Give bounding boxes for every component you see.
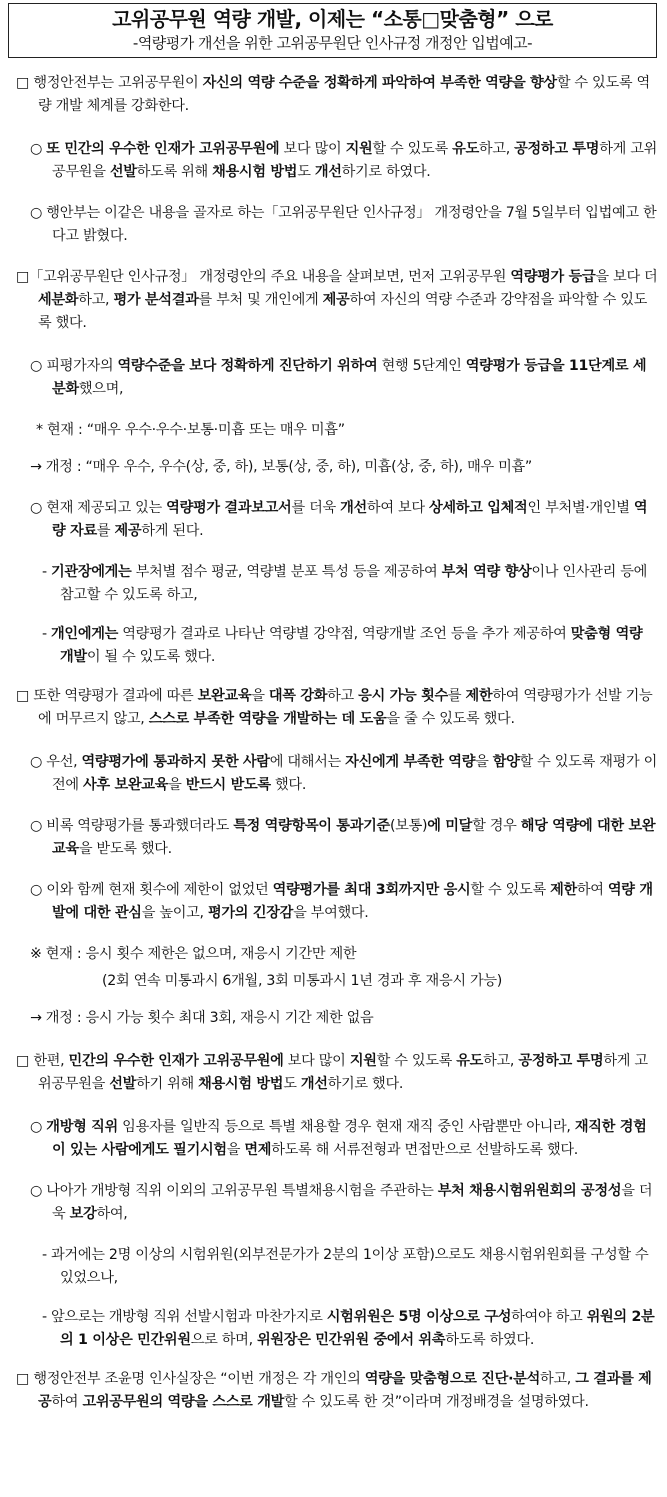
bold-text: 제한	[465, 688, 493, 704]
bold-text: 평가의 긴장감	[207, 905, 294, 921]
text: → 개정 : 응시 가능 횟수 최대 3회, 재응시 기간 제한 없음	[30, 1010, 374, 1026]
text: 을 보다 더	[595, 269, 658, 285]
bold-text: 제공	[322, 292, 350, 308]
bold-text: 역량평가에 통과하지 못한 사람	[81, 754, 270, 770]
text: 을 부여했다.	[293, 905, 369, 921]
text: 하고	[327, 688, 359, 704]
document-body	[0, 72, 667, 1434]
bold-text: 보완교육	[197, 688, 252, 704]
bold-text: 채용시험 방법	[212, 164, 298, 180]
text: 하여	[576, 882, 608, 898]
text: → 개정 : “매우 우수, 우수(상, 중, 하), 보통(상, 중, 하), 미흡(상, 중, 하), 매우 미흡”	[30, 459, 532, 475]
text: 할 경우	[472, 818, 521, 834]
text: ○	[30, 1119, 47, 1135]
bold-text: 개선	[340, 500, 367, 516]
bold-text: 개인에게는	[51, 626, 119, 642]
paragraph-ref-last	[30, 1007, 667, 1030]
text: 하고,	[483, 1053, 519, 1069]
text: □ 행정안전부 조윤명 인사실장은 “이번 개정은 각 개인의	[16, 1371, 365, 1387]
text: 하도록 해 서류전형과 면접만으로 선발하도록 했다.	[271, 1142, 578, 1158]
text: 하도록 하였다.	[445, 1332, 535, 1348]
bold-text: 채용시험 방법	[198, 1076, 284, 1092]
text: 이 될 수 있도록 했다.	[86, 649, 216, 665]
text: (2회 연속 미통과시 6개월, 3회 미통과시 1년 경과 후 재응시 가능)	[102, 973, 503, 989]
paragraph-sq	[8, 685, 659, 731]
text: 하기 위해	[136, 1076, 199, 1092]
bold-text: 재직한 경험이 있는 사람에게도 필기시험	[52, 1119, 647, 1158]
bold-text: 위원장은 민간위원 중에서 위촉	[257, 1332, 446, 1348]
bold-text: 해당 역량에 대한 보완교육	[52, 818, 656, 857]
paragraph-ci	[18, 751, 659, 797]
text: 보다 많이	[279, 141, 346, 157]
bold-text: 또 민간의 우수한 인재가 고위공무원에	[46, 141, 280, 157]
text: 했으며,	[78, 381, 124, 397]
text: 할 수 있도록 한 것”이라며 개정배경을 설명하였다.	[284, 1394, 589, 1410]
bold-text: 유도	[452, 141, 479, 157]
text: 에 대해서는	[269, 754, 346, 770]
text: 하게 고위공무원을	[52, 141, 658, 180]
paragraph-ci	[18, 138, 659, 184]
paragraph-dash	[26, 1306, 659, 1352]
bold-text: 면제	[244, 1142, 272, 1158]
text: 하고,	[78, 292, 114, 308]
text: ○ 이와 함께 현재 횟수에 제한이 없었던	[30, 882, 273, 898]
text: ○ 피평가자의	[30, 358, 118, 374]
bold-text: 기관장에게는	[51, 564, 132, 580]
text: 을 높이고,	[141, 905, 208, 921]
paragraph-ci	[18, 202, 659, 248]
bold-text: 사후 보완교육	[83, 777, 169, 793]
text: 을 받도록 했다.	[78, 841, 172, 857]
paragraph-ref	[30, 943, 659, 966]
bold-text: 역량평가 등급을 11단계로 세분화	[52, 358, 647, 397]
text: 하고,	[539, 1371, 576, 1387]
bold-text: 선발	[109, 164, 137, 180]
text: 했다.	[270, 777, 307, 793]
bold-text: 보강	[69, 1206, 97, 1222]
text: 으로 하며,	[190, 1332, 257, 1348]
paragraph-sq	[8, 1050, 659, 1096]
paragraph-ci	[18, 1116, 659, 1162]
text: 을	[475, 754, 493, 770]
bold-text: 개선	[314, 164, 342, 180]
text: 도	[283, 1076, 301, 1092]
text: 할 수 있도록 역량 개발 체계를 강화한다.	[38, 75, 650, 114]
text: 할 수 있도록	[372, 141, 453, 157]
bold-text: 스스로 부족한 역량을 개발하는 데 도움	[148, 711, 387, 727]
text: 이나 인사관리 등에 참고할 수 있도록 하고,	[60, 564, 648, 603]
bold-text: 시험위원은 5명 이상으로 구성	[326, 1309, 512, 1325]
bold-text: 자신에게 부족한 역량	[345, 754, 476, 770]
text: 하고,	[478, 141, 515, 157]
text: 임용자를 일반직 등으로 특별 채용할 경우 현재 재직 중인 사람뿐만 아니라,	[117, 1119, 575, 1135]
text: 도	[297, 164, 315, 180]
paragraph-note2	[30, 456, 667, 479]
page-subtitle: -역량평가 개선을 위한 고위공무원단 인사규정 개정안 입법예고-	[132, 34, 533, 52]
bold-text: 응시 가능 횟수	[358, 688, 448, 704]
bold-text: 함양	[492, 754, 520, 770]
paragraph-ci	[18, 1180, 659, 1226]
bold-text: 그 결과를 제공	[38, 1371, 652, 1410]
bold-text: 세분화	[38, 292, 79, 308]
bold-text: 역량평가를 최대 3회까지만 응시	[272, 882, 471, 898]
text: 보다 많이	[283, 1053, 350, 1069]
bold-text: 역량을 맞춤형으로 진단·분석	[364, 1371, 540, 1387]
text: 하게 된다.	[141, 523, 204, 539]
bold-text: 유도	[456, 1053, 484, 1069]
bold-text: 제공	[114, 523, 142, 539]
text: 하도록 위해	[136, 164, 213, 180]
text: 역량평가 결과로 나타난 역량별 강약점, 역량개발 조언 등을 추가 제공하여	[118, 626, 571, 642]
paragraph-dash	[26, 623, 659, 669]
text: ※ 현재 : 응시 횟수 제한은 없으며, 재응시 기간만 제한	[30, 946, 357, 962]
bold-text: 역량 개발에 대한 관심	[52, 882, 653, 921]
bold-text: 지원	[345, 141, 373, 157]
text: 하여,	[96, 1206, 128, 1222]
text: ○ 현재 제공되고 있는	[30, 500, 167, 516]
text: - 앞으로는 개방형 직위 선발시험과 마찬가지로	[42, 1309, 327, 1325]
paragraph-ci	[18, 355, 659, 401]
text: 를	[447, 688, 466, 704]
text: □ 한편,	[16, 1053, 69, 1069]
bold-text: 부처 역량 향상	[441, 564, 532, 580]
bold-text: 대폭 강화	[268, 688, 328, 704]
text: * 현재 : “매우 우수·우수·보통·미흡 또는 매우 미흡”	[36, 422, 345, 438]
text: 할 수 있도록	[376, 1053, 457, 1069]
text: -	[42, 626, 52, 642]
text: 를 더욱	[291, 500, 341, 516]
text: 부처별 점수 평균, 역량별 분포 특성 등을 제공하여	[131, 564, 442, 580]
text: 하여 역량평가가 선발 기능에 머무르지 않고,	[38, 688, 653, 727]
bold-text: 고위공무원의 역량을 스스로 개발	[82, 1394, 285, 1410]
text: 할 수 있도록	[470, 882, 551, 898]
text: - 과거에는 2명 이상의 시험위원(외부전문가가 2분의 1이상 포함)으로도 채용시험위원회를 구성할 수 있었으나,	[42, 1247, 649, 1286]
page-title: 고위공무원 역량 개발, 이제는 “소통□맞춤형” 으로	[112, 7, 553, 31]
paragraph-sq	[8, 72, 659, 118]
text: 을	[226, 1142, 245, 1158]
paragraph-ci	[18, 815, 659, 861]
paragraph-dash	[26, 561, 659, 607]
bold-text: 상세하고 입체적	[428, 500, 528, 516]
paragraph-sq	[8, 1368, 659, 1414]
text: 하여 보다	[366, 500, 429, 516]
text: 할 수 있도록 재평가 이전에	[52, 754, 658, 793]
text: 하여 자신의 역량 수준과 강약점을 파악할 수 있도록 했다.	[38, 292, 648, 331]
text: ○ 행안부는 이같은 내용을 골자로 하는「고위공무원단 인사규정」 개정령안을 7월 5일부터 입법예고 한다고 밝혔다.	[30, 205, 657, 244]
text: 를 부처 및 개인에게	[198, 292, 323, 308]
bold-text: 공정하고 투명	[518, 1053, 604, 1069]
bold-text: 에 미달	[427, 818, 473, 834]
text: 현행 5단계인	[377, 358, 466, 374]
bold-text: 개선	[300, 1076, 328, 1092]
bold-text: 반드시 받도록	[185, 777, 271, 793]
title-box	[8, 3, 657, 58]
bold-text: 제한	[550, 882, 577, 898]
bold-text: 위원의 2분의 1 이상은 민간위원	[60, 1309, 655, 1348]
paragraph-ci	[18, 497, 659, 543]
bold-text: 자신의 역량 수준을 정확하게 파악하여 부족한 역량을 향상	[202, 75, 557, 91]
text: ○	[30, 141, 47, 157]
text: 하게 고위공무원을	[38, 1053, 648, 1092]
text: 하기로 하였다.	[341, 164, 431, 180]
text: 하기로 했다.	[327, 1076, 404, 1092]
bold-text: 맞춤형 역량 개발	[60, 626, 643, 665]
paragraph-note1	[36, 419, 667, 442]
bold-text: 역량평가 결과보고서	[166, 500, 292, 516]
text: □ 행정안전부는 고위공무원이	[16, 75, 203, 91]
text: □ 또한 역량평가 결과에 따른	[16, 688, 198, 704]
bold-text: 공정하고 투명	[514, 141, 600, 157]
text: (보통)	[389, 818, 428, 834]
text: 인 부처별·개인별	[527, 500, 634, 516]
text: 을	[251, 688, 269, 704]
text: ○ 우선,	[30, 754, 82, 770]
bold-text: 지원	[349, 1053, 377, 1069]
text: 을 줄 수 있도록 했다.	[386, 711, 515, 727]
paragraph-dash	[26, 1244, 659, 1290]
text: □「고위공무원단 인사규정」 개정령안의 주요 내용을 살펴보면, 먼저 고위공무원	[16, 269, 511, 285]
paragraph-ci	[18, 879, 659, 925]
paragraph-sq	[8, 266, 659, 335]
bold-text: 특정 역량항목이 통과기준	[233, 818, 390, 834]
text: 을 더욱	[52, 1183, 653, 1222]
text: 을	[168, 777, 186, 793]
bold-text: 역량평가 등급	[510, 269, 596, 285]
text: 하여	[51, 1394, 83, 1410]
bold-text: 개방형 직위	[46, 1119, 118, 1135]
text: 를	[96, 523, 115, 539]
text: ○ 비록 역량평가를 통과했더라도	[30, 818, 234, 834]
text: 하여야 하고	[511, 1309, 587, 1325]
paragraph-ref-line2	[102, 970, 667, 993]
bold-text: 평가 분석결과	[113, 292, 199, 308]
bold-text: 역량수준을 보다 정확하게 진단하기 위하여	[117, 358, 378, 374]
text: -	[42, 564, 52, 580]
bold-text: 부처 채용시험위원회의 공정성	[437, 1183, 622, 1199]
bold-text: 역량 자료	[52, 500, 648, 539]
text: ○ 나아가 개방형 직위 이외의 고위공무원 특별채용시험을 주관하는	[30, 1183, 438, 1199]
bold-text: 민간의 우수한 인재가 고위공무원에	[68, 1053, 284, 1069]
bold-text: 선발	[109, 1076, 137, 1092]
